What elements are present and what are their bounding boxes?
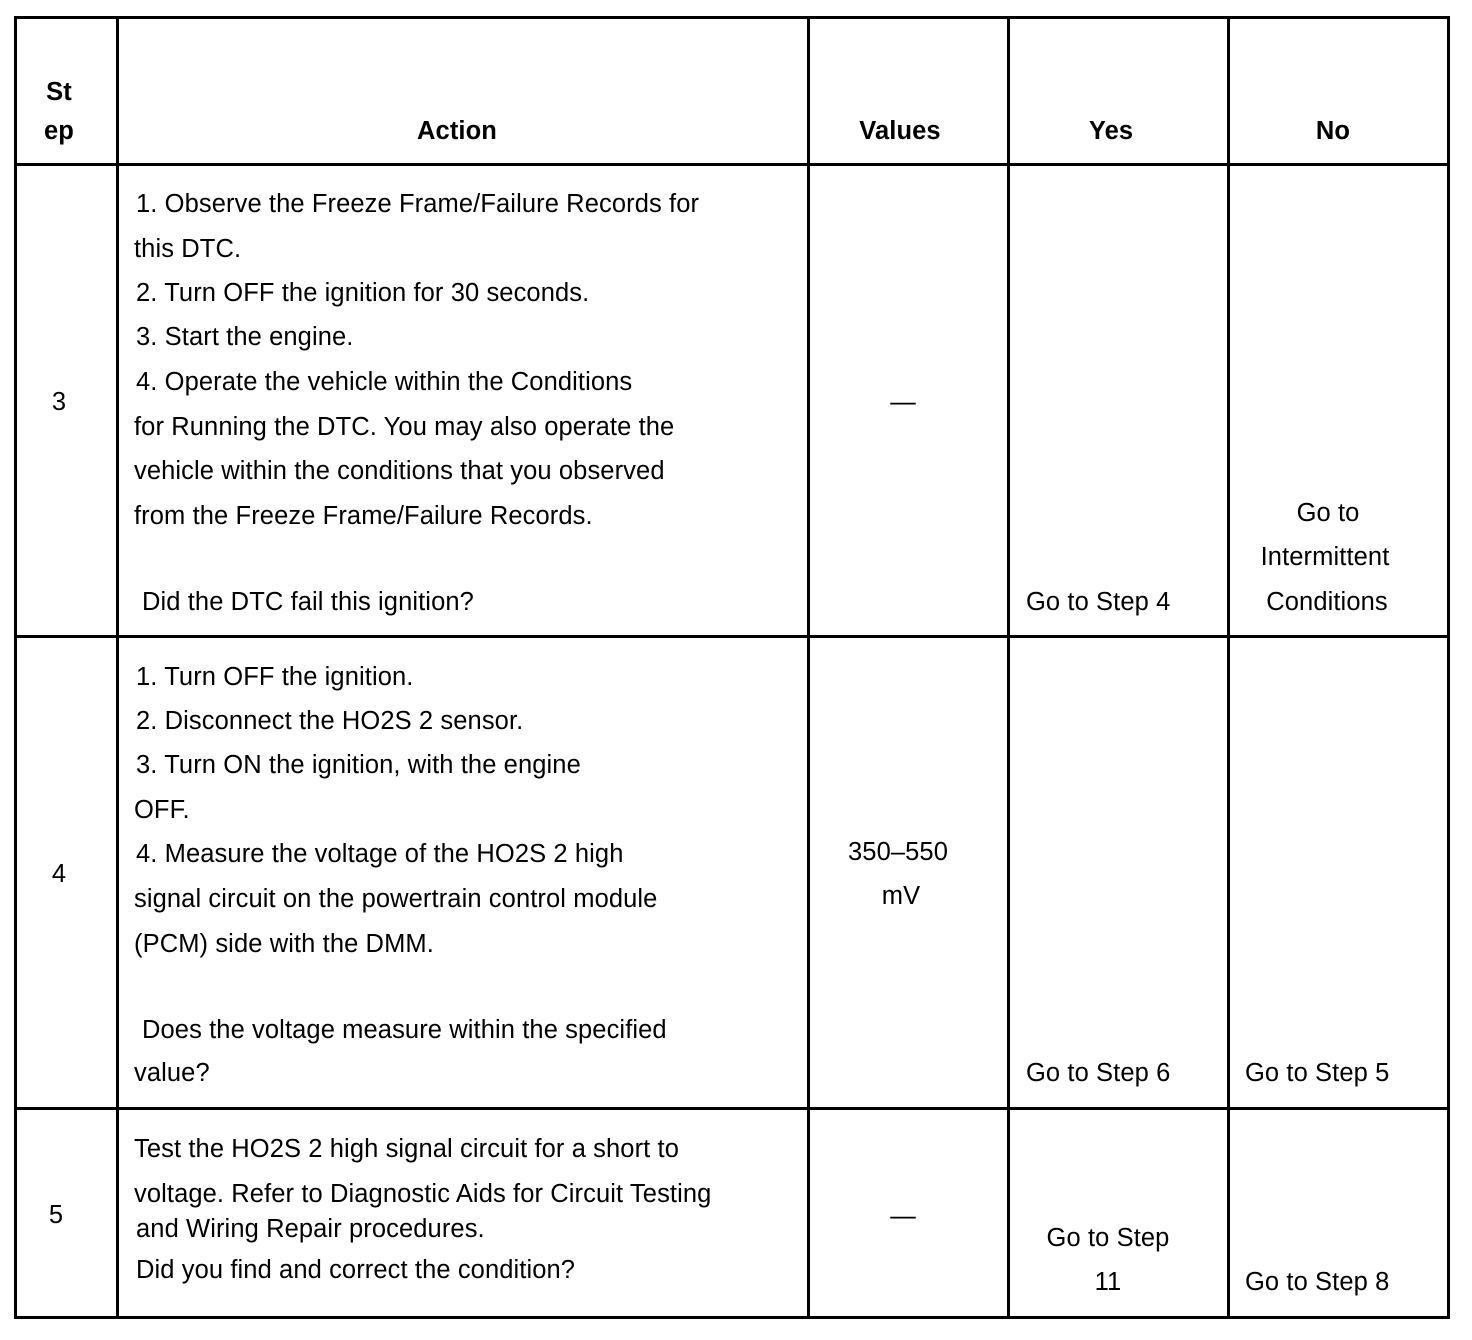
column-divider-step <box>116 16 119 1319</box>
values-cell: — <box>890 1202 916 1230</box>
action-line: 1. Turn OFF the ignition. <box>136 663 414 691</box>
action-line: from the Freeze Frame/Failure Records. <box>134 502 593 530</box>
values-cell: — <box>890 388 916 416</box>
action-line: 2. Disconnect the HO2S 2 sensor. <box>136 707 524 735</box>
action-line: for Running the DTC. You may also operate the <box>134 413 675 441</box>
action-line: 3. Turn ON the ignition, with the engine <box>136 751 581 779</box>
header-divider <box>14 163 1450 166</box>
yes-cell-line: Go to Step <box>1046 1224 1170 1252</box>
action-line: vehicle within the conditions that you observed <box>134 457 665 485</box>
yes-cell-line: 11 <box>1094 1268 1122 1296</box>
table-border-right <box>1447 16 1450 1319</box>
step-number: 4 <box>51 860 67 888</box>
header-step-line2: ep <box>44 117 74 145</box>
yes-cell: Go to Step 4 <box>1026 588 1171 616</box>
action-question: value? <box>134 1059 210 1087</box>
action-line: 2. Turn OFF the ignition for 30 seconds. <box>136 279 590 307</box>
table-border-left <box>14 16 17 1319</box>
action-line: (PCM) side with the DMM. <box>134 930 434 958</box>
action-line: Did you find and correct the condition? <box>136 1256 576 1284</box>
action-line: and Wiring Repair procedures. <box>136 1215 485 1243</box>
values-cell-line: 350–550 <box>848 838 948 866</box>
action-line: 4. Measure the voltage of the HO2S 2 high <box>136 840 624 868</box>
action-question: Does the voltage measure within the specified <box>142 1016 667 1044</box>
action-line: 3. Start the engine. <box>136 323 354 351</box>
column-divider-yes <box>1227 16 1230 1319</box>
action-question: Did the DTC fail this ignition? <box>142 588 474 616</box>
table-border-top <box>14 16 1450 19</box>
row-divider-3 <box>14 635 1450 638</box>
action-line: Test the HO2S 2 high signal circuit for a short to <box>134 1135 680 1163</box>
action-line: this DTC. <box>134 235 242 263</box>
action-line: 1. Observe the Freeze Frame/Failure Records for <box>136 190 700 218</box>
no-cell-line: Intermittent <box>1260 543 1390 571</box>
no-cell-line: Conditions <box>1266 588 1388 616</box>
no-cell: Go to Step 5 <box>1245 1059 1390 1087</box>
row-divider-4 <box>14 1107 1450 1110</box>
no-cell: Go to Step 8 <box>1245 1268 1390 1296</box>
no-cell-line: Go to <box>1296 499 1360 527</box>
action-line: 4. Operate the vehicle within the Conditions <box>136 368 633 396</box>
step-number: 3 <box>51 388 67 416</box>
header-step-line1: St <box>46 78 72 106</box>
column-divider-action <box>807 16 810 1319</box>
column-divider-values <box>1007 16 1010 1319</box>
action-line: voltage. Refer to Diagnostic Aids for Circuit Testing <box>134 1180 712 1208</box>
values-cell-line: mV <box>881 882 921 910</box>
yes-cell: Go to Step 6 <box>1026 1059 1171 1087</box>
action-line: signal circuit on the powertrain control module <box>134 885 658 913</box>
step-number: 5 <box>48 1201 64 1229</box>
table-border-bottom <box>14 1316 1450 1319</box>
header-action: Action <box>417 117 497 145</box>
action-line: OFF. <box>134 796 190 824</box>
header-no: No <box>1315 117 1351 145</box>
header-yes: Yes <box>1088 117 1134 145</box>
header-values: Values <box>859 117 941 145</box>
